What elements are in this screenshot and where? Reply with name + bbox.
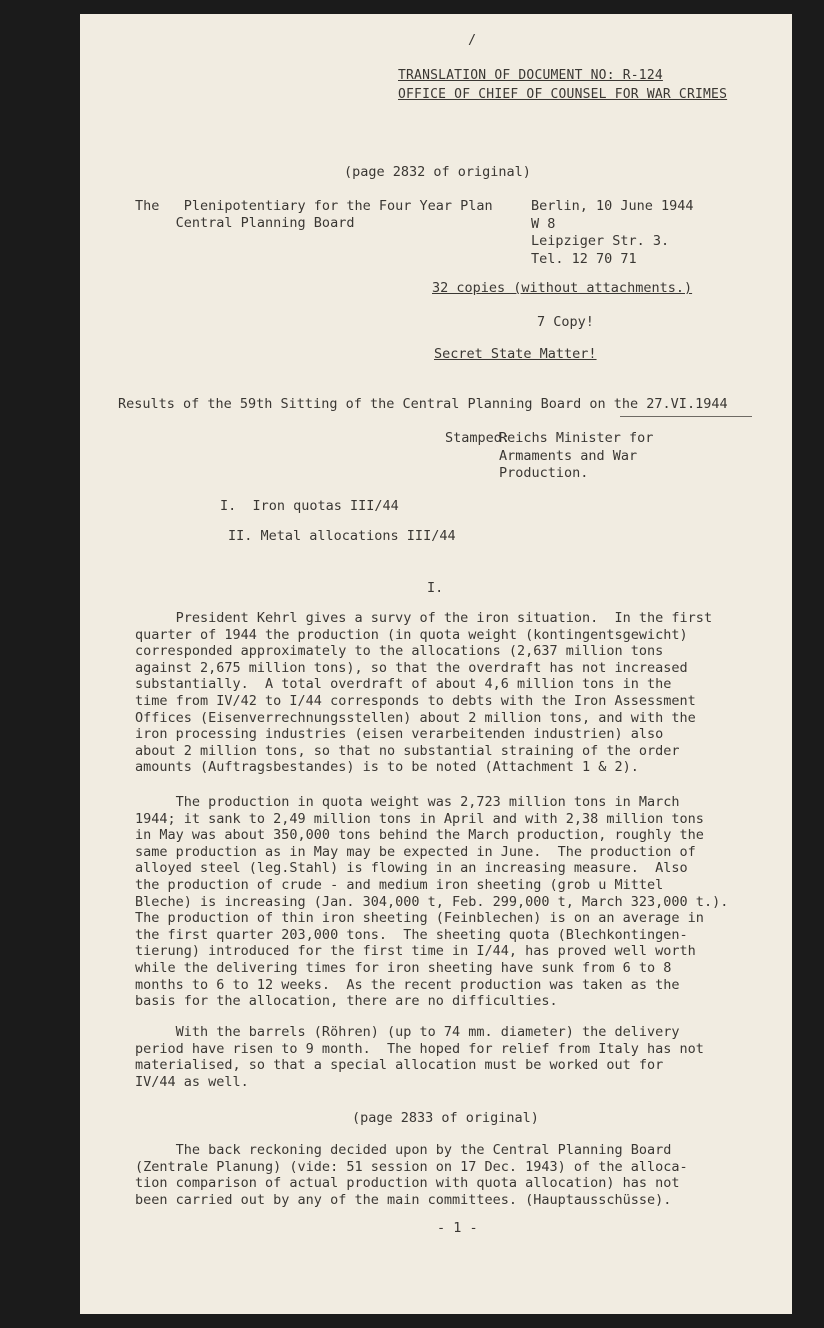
text-line: substantially. A total overdraft of about 4,6 million tons in the <box>135 676 672 693</box>
agenda-item-1: I. Iron quotas III/44 <box>220 498 399 514</box>
text-line: the first quarter 203,000 tons. The sheeting quota (Blechkontingen- <box>135 926 688 943</box>
text-line: The back reckoning decided upon by the Central Planning Board <box>135 1142 672 1158</box>
text-line: iron processing industries (eisen verarbeitenden industrien) also <box>135 726 664 743</box>
copy-number: 7 Copy! <box>537 314 594 330</box>
text-line: the production of crude - and medium iron sheeting (grob u Mittel <box>135 876 664 893</box>
copies-note: 32 copies (without attachments.) <box>432 280 693 296</box>
stamp-label: Stamped: <box>445 430 511 446</box>
text-line: The production in quota weight was 2,723 million tons in March <box>135 794 680 810</box>
page-number: - 1 - <box>437 1220 478 1236</box>
text-line: IV/44 as well. <box>135 1073 249 1090</box>
text-line: (Zentrale Planung) (vide: 51 session on 17 Dec. 1943) of the alloca- <box>135 1158 688 1175</box>
stamp-line-1: Reichs Minister for <box>499 430 654 446</box>
address-block <box>531 198 694 268</box>
sender-line-2: Central Planning Board <box>135 215 355 231</box>
handwritten-tick: / <box>468 32 477 48</box>
subject-line: Results of the 59th Sitting of the Central Planning Board on the 27.VI.1944 <box>118 396 728 412</box>
text-line: 1944; it sank to 2,49 million tons in April and with 2,38 million tons <box>135 810 704 827</box>
paragraph-quota-production <box>135 794 785 1010</box>
text-line: The production of thin iron sheeting (Feinblechen) is on an average in <box>135 910 704 927</box>
document-page <box>80 14 792 1314</box>
text-line: With the barrels (Röhren) (up to 74 mm. diameter) the delivery <box>135 1024 680 1040</box>
text-line: months to 6 to 12 weeks. As the recent production was taken as the <box>135 976 680 993</box>
header-office-line: OFFICE OF CHIEF OF COUNSEL FOR WAR CRIMES <box>398 87 728 102</box>
text-line: tierung) introduced for the first time in I/44, has proved well worth <box>135 943 696 960</box>
subject-underline <box>620 416 752 417</box>
agenda-item-2: II. Metal allocations III/44 <box>228 528 456 544</box>
header-translation-line: TRANSLATION OF DOCUMENT NO: R-124 <box>398 68 663 83</box>
stamp-text <box>499 430 653 483</box>
address-street: Leipziger Str. 3. <box>531 233 670 249</box>
text-line: Offices (Eisenverrechnungsstellen) about 2 million tons, and with the <box>135 709 696 726</box>
document-header <box>398 66 727 104</box>
stamp-line-2: Armaments and War <box>499 447 638 464</box>
address-district: W 8 <box>531 215 556 232</box>
text-line: period have risen to 9 month. The hoped for relief from Italy has not <box>135 1040 704 1057</box>
text-line: same production as in May may be expected in June. The production of <box>135 843 696 860</box>
text-line: materialised, so that a special allocation must be worked out for <box>135 1057 664 1074</box>
page-marker-2832: (page 2832 of original) <box>344 164 531 180</box>
text-line: alloyed steel (leg.Stahl) is flowing in an increasing measure. Also <box>135 860 688 877</box>
paragraph-back-reckoning <box>135 1142 785 1208</box>
text-line: in May was about 350,000 tons behind the March production, roughly the <box>135 827 704 844</box>
text-line: while the delivering times for iron sheeting have sunk from 6 to 8 <box>135 959 672 976</box>
address-telephone: Tel. 12 70 71 <box>531 250 637 267</box>
text-line: about 2 million tons, so that no substantial straining of the order <box>135 742 680 759</box>
classification-marking: Secret State Matter! <box>434 346 597 362</box>
paragraph-iron-situation <box>135 610 785 776</box>
text-line: against 2,675 million tons), so that the overdraft has not increased <box>135 659 688 676</box>
paragraph-barrels <box>135 1024 785 1090</box>
sender-block <box>135 198 493 232</box>
stamp-line-3: Production. <box>499 465 589 481</box>
section-heading: I. <box>427 580 444 596</box>
text-line: quarter of 1944 the production (in quota weight (kontingentsgewicht) <box>135 626 688 643</box>
text-line: basis for the allocation, there are no difficulties. <box>135 993 558 1010</box>
page-marker-2833: (page 2833 of original) <box>352 1110 539 1126</box>
text-line: amounts (Auftragsbestandes) is to be noted (Attachment 1 & 2). <box>135 759 639 776</box>
address-date: Berlin, 10 June 1944 <box>531 198 694 214</box>
text-line: time from IV/42 to I/44 corresponds to debts with the Iron Assessment <box>135 692 696 709</box>
text-line: been carried out by any of the main committees. (Hauptausschüsse). <box>135 1191 672 1208</box>
text-line: Bleche) is increasing (Jan. 304,000 t, Feb. 299,000 t, March 323,000 t.). <box>135 893 729 910</box>
text-line: President Kehrl gives a survy of the iron situation. In the first <box>135 610 713 626</box>
sender-line-1: The Plenipotentiary for the Four Year Plan <box>135 198 493 214</box>
text-line: corresponded approximately to the allocations (2,637 million tons <box>135 643 664 660</box>
text-line: tion comparison of actual production with quota allocation) has not <box>135 1175 680 1192</box>
